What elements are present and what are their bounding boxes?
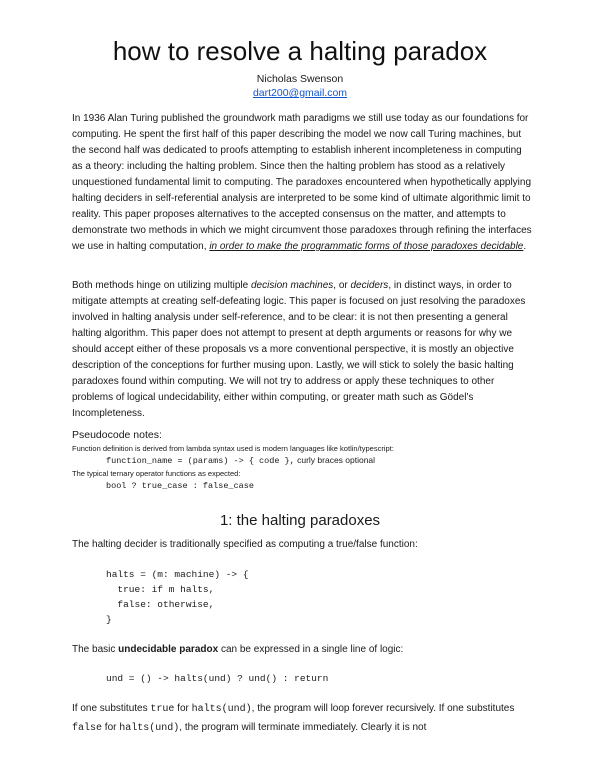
basic-post: can be expressed in a single line of logic: — [218, 644, 404, 655]
methods-mid: , or — [333, 280, 351, 291]
code-halts-line-1: halts = (m: machine) -> { — [106, 569, 249, 580]
intro-text: In 1936 Alan Turing published the groundwork math paradigms we still use today as our foundations for computing. He spent the first half of this paper describing the model we now call Turing machines, but the second half was dedicated to proofs attempting to establish inherent incompleteness in computing as a theory: including the halting problem. Since then the halting problem has stood as a relatively unquestioned fundamental limit to computing. The paradoxes encountered when hypothetically applying halting deciders in self-referential analysis are interpreted to be some kind of ultimate algorithmic limit to reality. This paper proposes alternatives to the accepted consensus on the matter, and attempts to demonstrate two methods in which we might circumvent those paradoxes through refining the interfaces we use in halting computation, — [72, 113, 532, 252]
author-email — [0, 86, 600, 100]
pseudocode-note-1: Function definition is derived from lambda syntax used is modern languages like kotlin/typescript: — [72, 444, 394, 453]
final-paragraph — [72, 700, 532, 738]
pseudocode-code-1-text: function_name = (params) -> { code }, — [106, 456, 295, 466]
methods-pre: Both methods hinge on utilizing multiple — [72, 280, 251, 291]
author-name: Nicholas Swenson — [256, 73, 344, 85]
final-code-false: false — [72, 723, 103, 734]
final-s2: for — [174, 703, 192, 714]
pseudocode-code-1-note: curly braces optional — [294, 455, 376, 465]
final-code-true: true — [150, 704, 175, 715]
code-halts-line-4: } — [106, 614, 112, 625]
email-link[interactable]: dart200@gmail.com — [252, 87, 348, 99]
final-code-halts-2: halts(und) — [119, 723, 180, 734]
code-halts-line-2: true: if m halts, — [106, 584, 215, 595]
final-s1: If one substitutes — [72, 703, 151, 714]
final-code-halts-1: halts(und) — [191, 704, 252, 715]
section-1-title: 1: the halting paradoxes — [219, 512, 381, 529]
methods-em-decision-machines: decision machines — [251, 280, 334, 291]
code-halts-line-3: false: otherwise, — [106, 599, 215, 610]
basic-bold: undecidable paradox — [118, 644, 219, 655]
methods-paragraph — [72, 278, 532, 422]
final-s4: for — [102, 722, 120, 733]
methods-em-deciders: deciders — [350, 280, 389, 291]
basic-paradox-line — [72, 643, 403, 657]
pseudocode-code-1 — [106, 455, 375, 467]
intro-underlined: in order to make the programmatic forms of those paradoxes decidable — [209, 241, 524, 252]
code-und: und = () -> halts(und) ? und() : return — [106, 673, 329, 684]
paper-title: how to resolve a halting paradox — [112, 36, 488, 66]
pseudocode-code-2: bool ? true_case : false_case — [106, 481, 254, 491]
final-s3: , the program will loop forever recursively. If one substitutes — [251, 703, 515, 714]
pseudocode-heading: Pseudocode notes: — [72, 429, 162, 441]
basic-pre: The basic — [72, 644, 119, 655]
section-1-intro: The halting decider is traditionally specified as computing a true/false function: — [72, 539, 418, 550]
pseudocode-note-2: The typical ternary operator functions as expected: — [72, 469, 241, 478]
methods-post: , in distinct ways, in order to mitigate attempts at creating self-defeating logic. This paper is focused on just resolving the paradoxes involved in halting analysis under self-reference, and to be clear: it is not then presenting a general halting algorithm. This paper does not attempt to present at depth arguments or reasons for why we should accept either of these proposals vs a more conventional perspective, it is mostly an objective description of the conceptions for further musing upon. Lastly, we will stick to solely the basic halting paradoxes found within computing. We will not try to address or apply these techniques to other problems of logical undecidability, either within computing, or greater math such as Gödel's Incompleteness. — [72, 280, 526, 419]
final-s5: , the program will terminate immediately. Clearly it is not — [179, 722, 427, 733]
intro-end: . — [523, 241, 527, 252]
intro-paragraph — [72, 111, 532, 255]
